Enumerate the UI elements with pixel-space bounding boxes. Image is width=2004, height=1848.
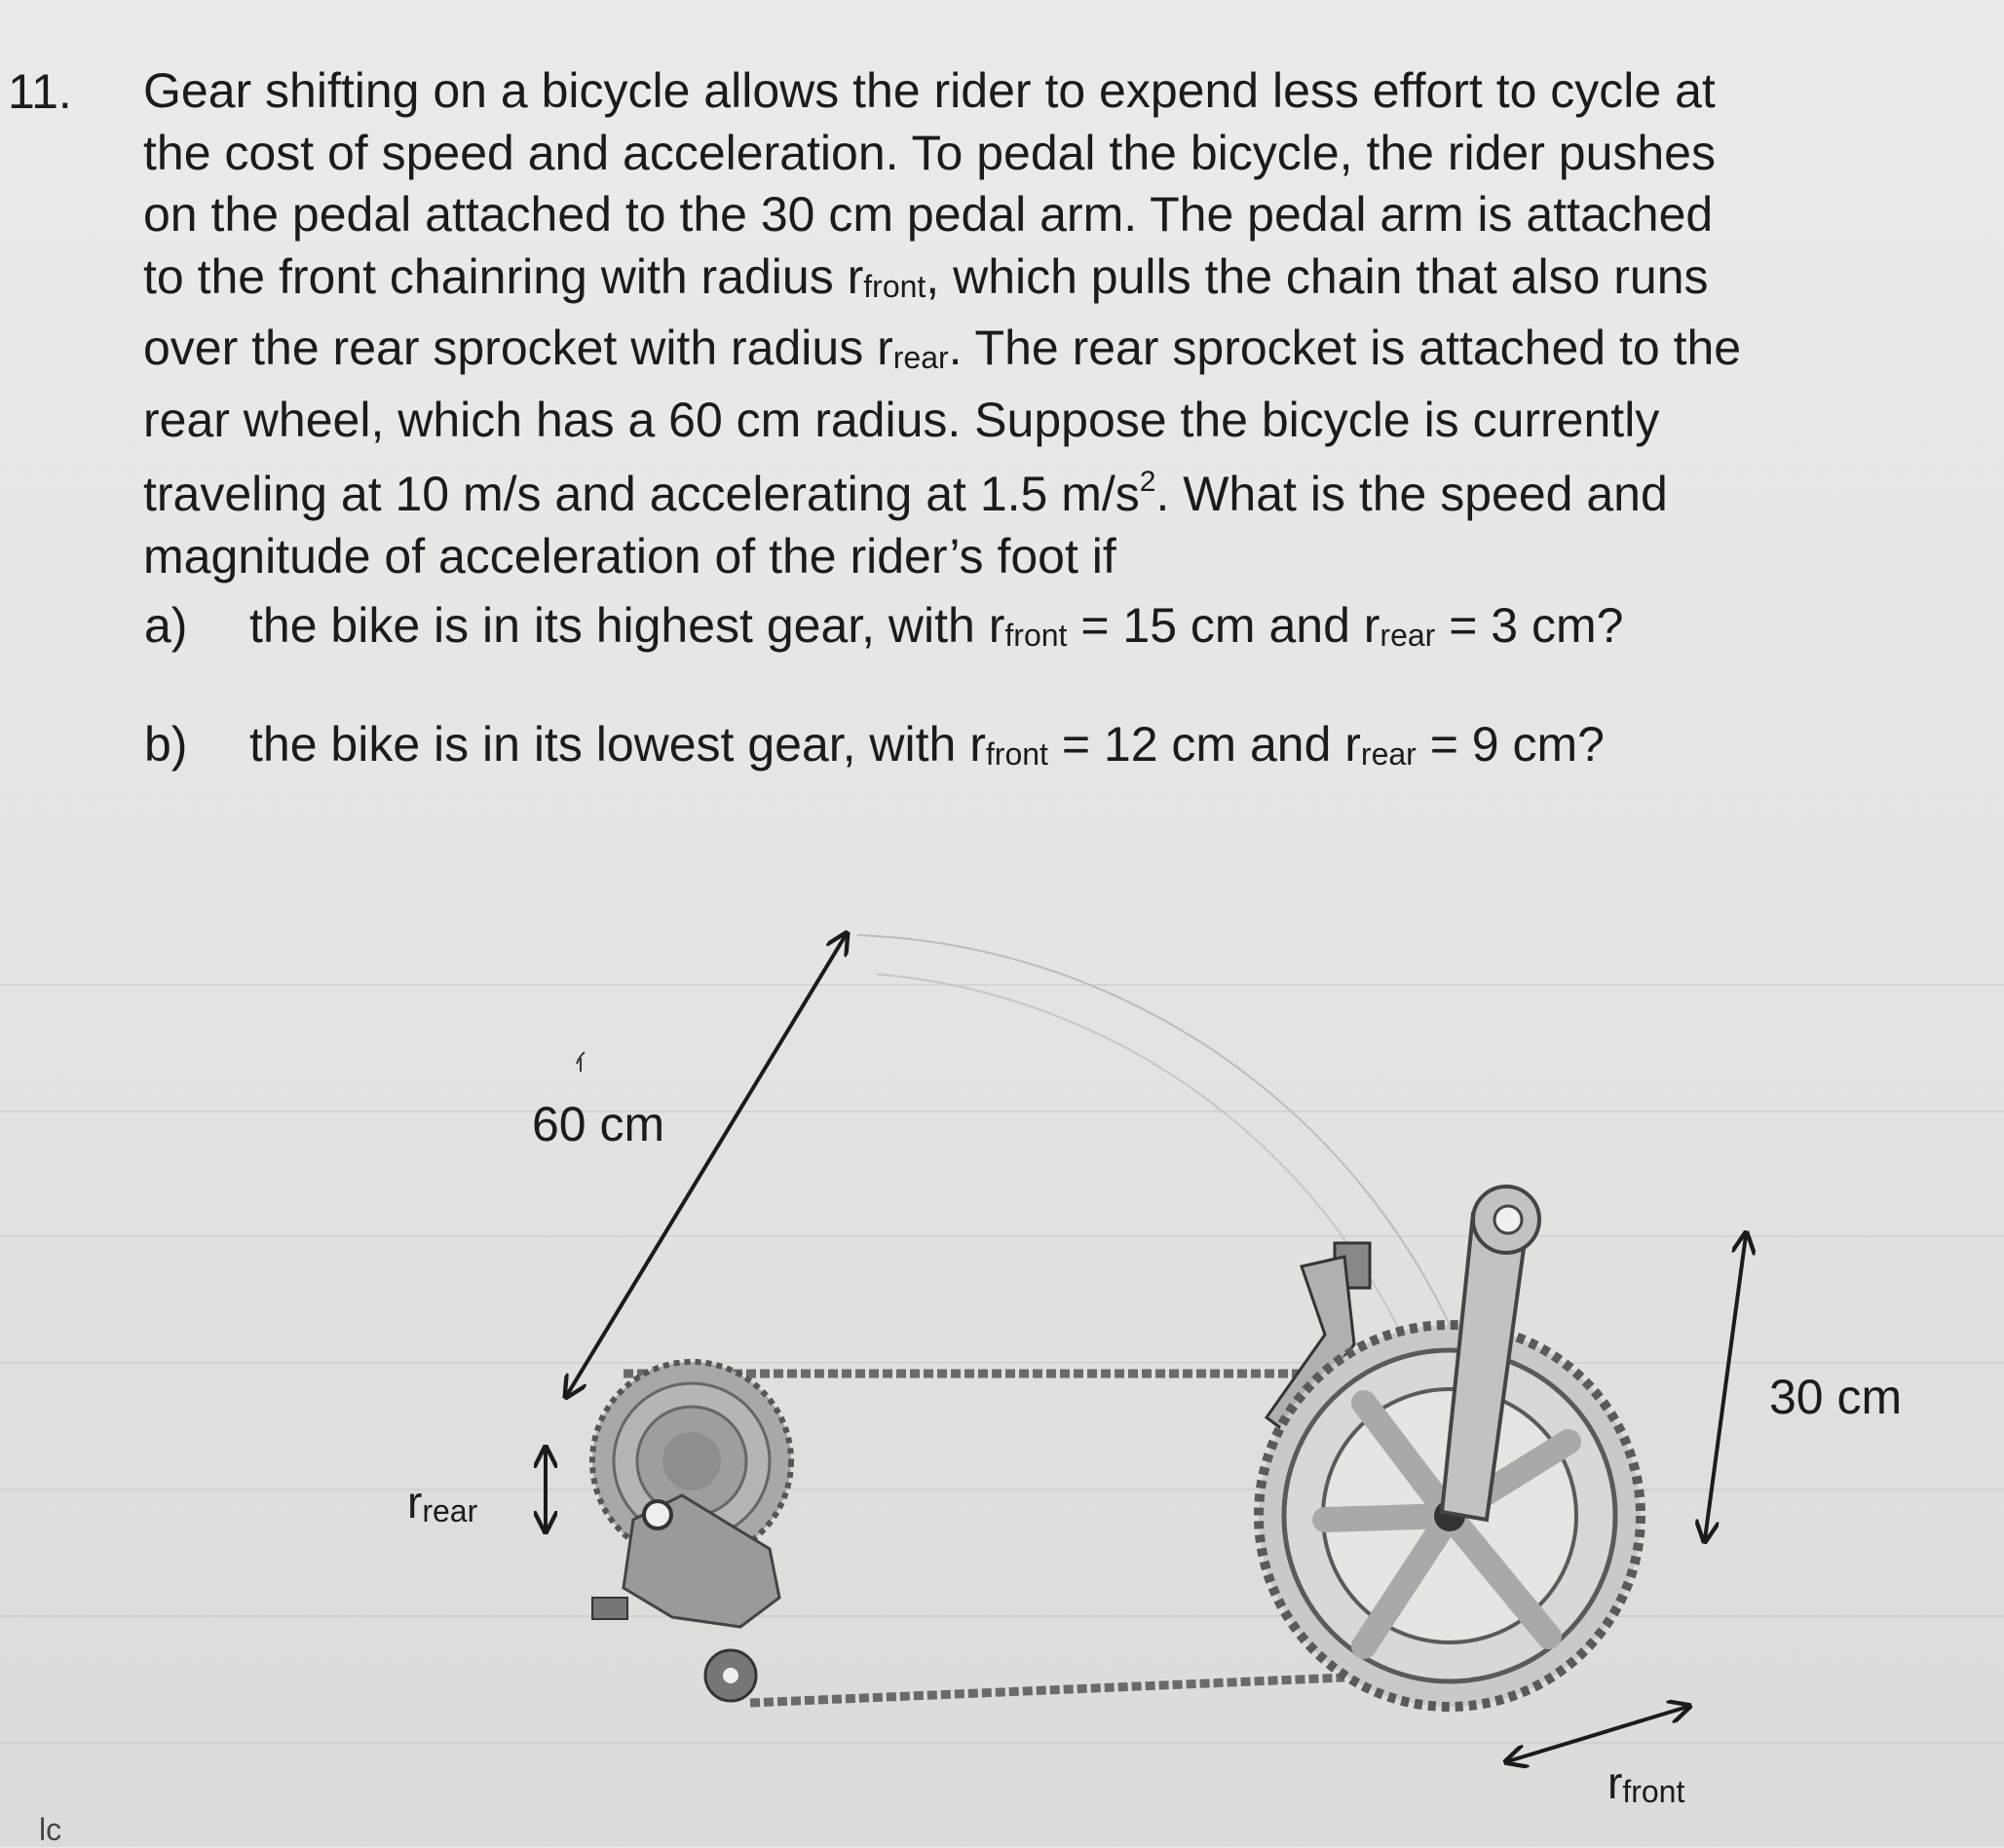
part-label: a) (144, 598, 188, 653)
subscript-rear: rear (892, 340, 949, 375)
rear-radius-base: r (407, 1477, 423, 1527)
question-line: . What is the speed and (1155, 467, 1668, 521)
question-line: traveling at 10 m/s and accelerating at 1.5 m/s (143, 467, 1140, 521)
part-text-segment: = 15 cm and r (1067, 598, 1380, 653)
subscript-front: front (1004, 618, 1068, 653)
front-radius-label (1607, 1754, 1684, 1821)
question-number: 11. (8, 64, 72, 119)
corner-mark: lc (39, 1812, 62, 1847)
question-line: the cost of speed and acceleration. To pedal the bicycle, the rider pushes (143, 125, 1716, 180)
chain-bottom (750, 1678, 1344, 1703)
subscript-front: front (863, 268, 926, 304)
question-line: over the rear sprocket with radius r (143, 321, 893, 375)
question-line: magnitude of acceleration of the rider’s foot if (143, 528, 1116, 584)
front-radius-base: r (1607, 1757, 1623, 1808)
check-mark (577, 1052, 585, 1072)
subscript-front: front (1622, 1774, 1685, 1809)
pedal-arm-length-arrow (1705, 1235, 1746, 1539)
superscript-2: 2 (1139, 466, 1156, 498)
part-label: b) (144, 717, 188, 772)
subscript-front: front (985, 736, 1048, 772)
part-text-segment: the bike is in its lowest gear, with r (249, 717, 986, 772)
question-line: . The rear sprocket is attached to the (948, 321, 1742, 375)
part-text-segment: = 12 cm and r (1047, 717, 1361, 772)
rear-radius-label (407, 1473, 477, 1540)
part-text-segment: the bike is in its highest gear, with r (249, 598, 1005, 653)
subscript-rear: rear (422, 1493, 478, 1528)
question-line: to the front chainring with radius r (143, 248, 864, 304)
part-text-segment: = 9 cm? (1416, 717, 1605, 772)
subscript-rear: rear (1380, 618, 1436, 653)
part-text-segment: = 3 cm? (1435, 598, 1624, 653)
wheel-radius-label: 60 cm (532, 1097, 665, 1151)
wheel-radius-arrow (567, 935, 846, 1395)
question-line: rear wheel, which has a 60 cm radius. Suppose the bicycle is currently (143, 392, 1660, 447)
subscript-rear: rear (1360, 736, 1417, 772)
question-line: , which pulls the chain that also runs (926, 248, 1709, 304)
front-chainring (1259, 1325, 1641, 1707)
question-line: Gear shifting on a bicycle allows the rider to expend less effort to cycle at (143, 63, 1716, 118)
pedal-arm-length-label: 30 cm (1769, 1370, 1903, 1424)
question-line: on the pedal attached to the 30 cm pedal arm. The pedal arm is attached (143, 187, 1714, 242)
